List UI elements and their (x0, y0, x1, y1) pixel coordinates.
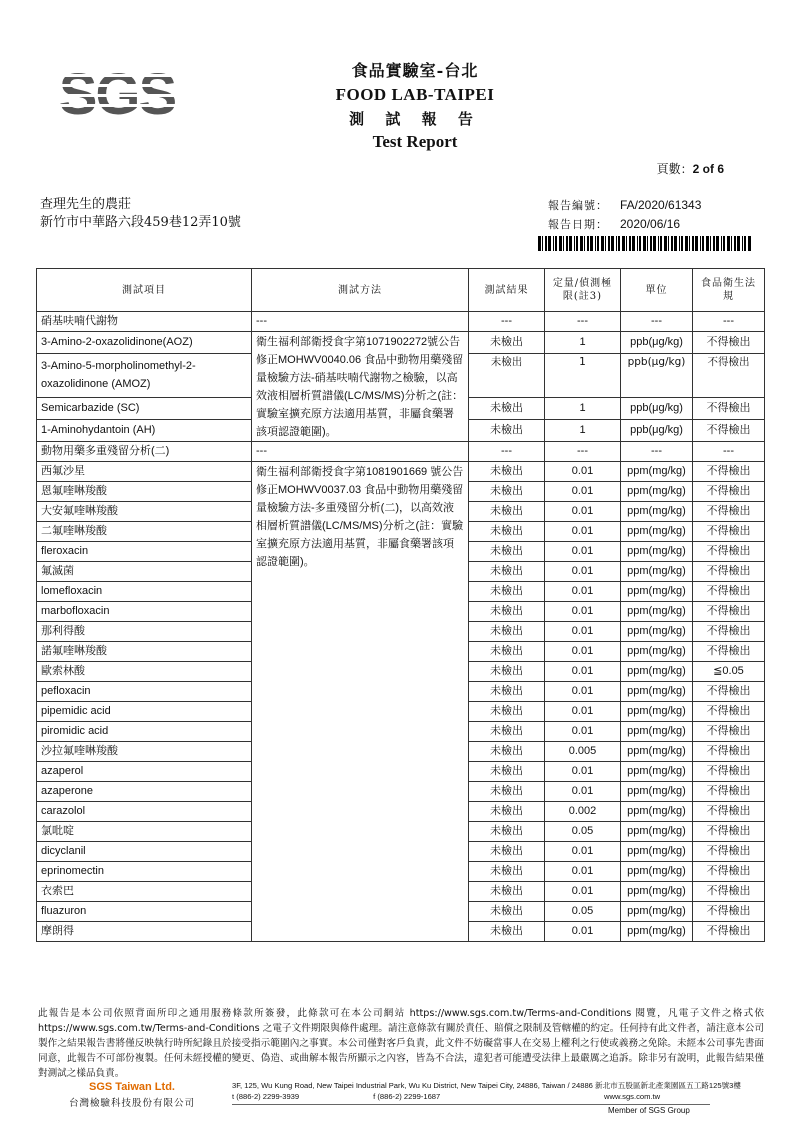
row-reg: 不得檢出 (693, 562, 765, 582)
group-reg: --- (693, 312, 765, 332)
row-result: 未檢出 (469, 842, 545, 862)
report-title-block (260, 58, 570, 152)
row-item: 西氟沙星 (37, 462, 252, 482)
row-loq: 1 (545, 419, 621, 441)
row-unit: ppm(mg/kg) (621, 922, 693, 942)
sgs-logo (58, 60, 176, 128)
row-reg: 不得檢出 (693, 922, 765, 942)
company-cn: 台灣檢驗科技股份有限公司 (68, 1098, 195, 1109)
row-loq: 0.01 (545, 922, 621, 942)
header-unit: 單位 (621, 269, 693, 312)
row-reg: 不得檢出 (693, 802, 765, 822)
footer-fax: f (886-2) 2299-1687 (373, 1092, 441, 1101)
group-result: --- (469, 312, 545, 332)
row-result: 未檢出 (469, 802, 545, 822)
row-item: 恩氟喹啉羧酸 (37, 482, 252, 502)
page-number (657, 160, 724, 177)
row-reg: 不得檢出 (693, 602, 765, 622)
row-reg: 不得檢出 (693, 822, 765, 842)
row-unit: ppm(mg/kg) (621, 562, 693, 582)
row-loq: 0.01 (545, 522, 621, 542)
row-item: 衣索巴 (37, 882, 252, 902)
report-no-label: 報告編號： (548, 199, 608, 212)
row-loq: 0.005 (545, 742, 621, 762)
row-item: dicyclanil (37, 842, 252, 862)
report-title-cn: 測 試 報 告 (349, 110, 481, 128)
row-loq: 0.01 (545, 862, 621, 882)
header-loq: 定量/偵測極限(註3) (545, 269, 621, 312)
group-unit: --- (621, 442, 693, 462)
row-item: 諾氟喹啉羧酸 (37, 642, 252, 662)
footer-address: 3F, 125, Wu Kung Road, New Taipei Industrial Park, Wu Ku District, New Taipei City, 24886, Taiwan / 24886 新北市五股區新北產業園區五工路125號3樓 (232, 1081, 741, 1090)
row-loq: 0.01 (545, 702, 621, 722)
row-unit: ppm(mg/kg) (621, 802, 693, 822)
client-name: 查理先生的農莊 (40, 197, 132, 212)
row-loq: 0.05 (545, 822, 621, 842)
row-reg: 不得檢出 (693, 419, 765, 441)
row-result: 未檢出 (469, 722, 545, 742)
row-item: 沙拉氟喹啉羧酸 (37, 742, 252, 762)
footer-member: Member of SGS Group (608, 1106, 690, 1115)
row-item: 1-Aminohydantoin (AH) (37, 419, 252, 441)
row-reg: 不得檢出 (693, 882, 765, 902)
row-unit: ppm(mg/kg) (621, 702, 693, 722)
row-unit: ppm(mg/kg) (621, 682, 693, 702)
row-item: 摩朗得 (37, 922, 252, 942)
footer-company (62, 1081, 202, 1109)
row-reg: 不得檢出 (693, 482, 765, 502)
row-unit: ppb(μg/kg) (621, 354, 693, 397)
row-reg: 不得檢出 (693, 462, 765, 482)
header-result: 測試結果 (469, 269, 545, 312)
row-loq: 0.01 (545, 662, 621, 682)
title-cn: 食品實驗室-台北 (351, 61, 479, 80)
row-unit: ppm(mg/kg) (621, 482, 693, 502)
row-reg: 不得檢出 (693, 397, 765, 419)
results-table (36, 268, 765, 942)
row-unit: ppm(mg/kg) (621, 742, 693, 762)
row-loq: 0.002 (545, 802, 621, 822)
method-cell: 衛生福利部衛授食字第1071902272號公告修正MOHWV0040.06 食品中動物用藥殘留量檢驗方法-硝基呋喃代謝物之檢驗，以高效液相層析質譜儀(LC/MS/MS)分析之(註：實驗室擴充原方法適用基質，非屬食藥署該項認證範圍)。 (252, 332, 469, 442)
row-reg: 不得檢出 (693, 542, 765, 562)
row-reg: 不得檢出 (693, 782, 765, 802)
row-result: 未檢出 (469, 354, 545, 397)
row-result: 未檢出 (469, 582, 545, 602)
row-reg: 不得檢出 (693, 582, 765, 602)
page-label: 頁數： (656, 162, 693, 176)
row-item: carazolol (37, 802, 252, 822)
row-item: azaperol (37, 762, 252, 782)
row-unit: ppm(mg/kg) (621, 622, 693, 642)
footer-rule (232, 1104, 710, 1105)
row-reg: 不得檢出 (693, 622, 765, 642)
row-reg: 不得檢出 (693, 702, 765, 722)
row-result: 未檢出 (469, 562, 545, 582)
row-loq: 0.01 (545, 642, 621, 662)
group-name: 硝基呋喃代謝物 (37, 312, 252, 332)
row-reg: 不得檢出 (693, 742, 765, 762)
footer-tel: t (886-2) 2299-3939 (232, 1092, 300, 1101)
row-unit: ppm(mg/kg) (621, 862, 693, 882)
group-loq: --- (545, 442, 621, 462)
footer-disclaimer: 此報告是本公司依照背面所印之通用服務條款所簽發，此條款可在本公司網站 https://www.sgs.com.tw/Terms-and-Conditions 閱覽，凡電子文件之格式依https://www.sgs.com.tw/Terms-and-Conditions 之電子文件期限與條件處理。請注意條款有關於責任、賠償之限制及管轄權的約定。任何持有此文件者，請注意本公司製作之結果報告書將僅反映執行時所紀錄且於接受指示範圍內之事實。本公司僅對客戶負責，此文件不妨礙當事人在交易上權利之行使或義務之免除。未經本公司事先書面同意，此報告不可部份複製。任何未經授權的變更、偽造、或曲解本報告所顯示之內容，皆為不合法，違犯者可能遭受法律上最嚴厲之追訴。除非另有說明，此報告結果僅對測試之樣品負責。 (38, 1008, 764, 1079)
row-loq: 0.01 (545, 782, 621, 802)
row-result: 未檢出 (469, 922, 545, 942)
row-unit: ppm(mg/kg) (621, 462, 693, 482)
row-unit: ppm(mg/kg) (621, 602, 693, 622)
row-result: 未檢出 (469, 742, 545, 762)
group-row (37, 442, 765, 462)
footer-contact (232, 1092, 440, 1101)
row-result: 未檢出 (469, 462, 545, 482)
table-header-row (37, 269, 765, 312)
group-method: --- (252, 312, 469, 332)
company-en: SGS Taiwan Ltd. (89, 1081, 175, 1093)
row-loq: 0.01 (545, 762, 621, 782)
header-item: 測試項目 (37, 269, 252, 312)
row-item: azaperone (37, 782, 252, 802)
header-method: 測試方法 (252, 269, 469, 312)
row-loq: 1 (545, 397, 621, 419)
row-reg: ≦0.05 (693, 662, 765, 682)
row-reg: 不得檢出 (693, 902, 765, 922)
row-result: 未檢出 (469, 702, 545, 722)
row-loq: 0.01 (545, 502, 621, 522)
barcode (538, 236, 751, 251)
row-result: 未檢出 (469, 862, 545, 882)
row-unit: ppm(mg/kg) (621, 722, 693, 742)
row-unit: ppm(mg/kg) (621, 582, 693, 602)
row-item: fleroxacin (37, 542, 252, 562)
row-loq: 0.01 (545, 482, 621, 502)
row-reg: 不得檢出 (693, 682, 765, 702)
row-result: 未檢出 (469, 662, 545, 682)
row-result: 未檢出 (469, 622, 545, 642)
row-result: 未檢出 (469, 482, 545, 502)
group-method: --- (252, 442, 469, 462)
row-item: 那利得酸 (37, 622, 252, 642)
row-result: 未檢出 (469, 332, 545, 354)
row-unit: ppm(mg/kg) (621, 822, 693, 842)
row-result: 未檢出 (469, 762, 545, 782)
row-loq: 0.01 (545, 462, 621, 482)
row-reg: 不得檢出 (693, 522, 765, 542)
row-unit: ppm(mg/kg) (621, 502, 693, 522)
row-item: eprinomectin (37, 862, 252, 882)
row-loq: 0.01 (545, 882, 621, 902)
row-loq: 0.01 (545, 562, 621, 582)
row-reg: 不得檢出 (693, 862, 765, 882)
row-unit: ppm(mg/kg) (621, 902, 693, 922)
row-loq: 0.01 (545, 542, 621, 562)
row-reg: 不得檢出 (693, 354, 765, 397)
row-unit: ppm(mg/kg) (621, 782, 693, 802)
row-result: 未檢出 (469, 782, 545, 802)
row-result: 未檢出 (469, 522, 545, 542)
row-result: 未檢出 (469, 419, 545, 441)
row-loq: 1 (545, 354, 621, 397)
row-result: 未檢出 (469, 397, 545, 419)
row-loq: 0.01 (545, 602, 621, 622)
row-loq: 0.05 (545, 902, 621, 922)
table-row (37, 332, 765, 354)
row-unit: ppm(mg/kg) (621, 662, 693, 682)
row-reg: 不得檢出 (693, 762, 765, 782)
group-unit: --- (621, 312, 693, 332)
group-reg: --- (693, 442, 765, 462)
row-reg: 不得檢出 (693, 502, 765, 522)
row-item: 3-Amino-2-oxazolidinone(AOZ) (37, 332, 252, 354)
row-item: 3-Amino-5-morpholinomethyl-2-oxazolidinone (AMOZ) (37, 354, 252, 397)
row-loq: 0.01 (545, 722, 621, 742)
row-item: pipemidic acid (37, 702, 252, 722)
client-address: 新竹市中華路六段459巷12弄10號 (40, 215, 241, 230)
row-result: 未檢出 (469, 682, 545, 702)
row-item: 歐索林酸 (37, 662, 252, 682)
row-unit: ppm(mg/kg) (621, 842, 693, 862)
title-en: FOOD LAB-TAIPEI (335, 85, 495, 104)
row-item: 氟滅菌 (37, 562, 252, 582)
row-result: 未檢出 (469, 542, 545, 562)
row-result: 未檢出 (469, 902, 545, 922)
row-result: 未檢出 (469, 642, 545, 662)
footer-web: www.sgs.com.tw (604, 1092, 661, 1101)
group-name: 動物用藥多重殘留分析(二) (37, 442, 252, 462)
row-item: 二氟喹啉羧酸 (37, 522, 252, 542)
group-loq: --- (545, 312, 621, 332)
report-title-en: Test Report (372, 132, 458, 151)
row-loq: 0.01 (545, 622, 621, 642)
row-item: 氯吡啶 (37, 822, 252, 842)
method-cell: 衛生福利部衛授食字第1081901669 號公告修正MOHWV0037.03 食品中動物用藥殘留量檢驗方法-多重殘留分析(二)，以高效液相層析質譜儀(LC/MS/MS)分析之(註：實驗室擴充原方法適用基質，非屬食藥署該項認證範圍)。 (252, 462, 469, 942)
row-item: marbofloxacin (37, 602, 252, 622)
row-unit: ppb(μg/kg) (621, 419, 693, 441)
row-loq: 0.01 (545, 842, 621, 862)
row-reg: 不得檢出 (693, 332, 765, 354)
row-loq: 1 (545, 332, 621, 354)
row-result: 未檢出 (469, 602, 545, 622)
row-item: piromidic acid (37, 722, 252, 742)
report-date: 2020/06/16 (620, 217, 681, 231)
row-result: 未檢出 (469, 502, 545, 522)
row-reg: 不得檢出 (693, 842, 765, 862)
header-regulation: 食品衛生法規 (693, 269, 765, 312)
row-unit: ppb(μg/kg) (621, 397, 693, 419)
row-loq: 0.01 (545, 682, 621, 702)
row-item: pefloxacin (37, 682, 252, 702)
row-result: 未檢出 (469, 882, 545, 902)
report-date-label: 報告日期： (548, 218, 608, 231)
report-no: FA/2020/61343 (620, 198, 702, 212)
group-row (37, 312, 765, 332)
table-row (37, 462, 765, 482)
row-item: Semicarbazide (SC) (37, 397, 252, 419)
row-loq: 0.01 (545, 582, 621, 602)
row-unit: ppm(mg/kg) (621, 642, 693, 662)
row-result: 未檢出 (469, 822, 545, 842)
client-info (40, 196, 241, 232)
row-reg: 不得檢出 (693, 722, 765, 742)
row-unit: ppm(mg/kg) (621, 542, 693, 562)
report-info (548, 196, 701, 234)
group-result: --- (469, 442, 545, 462)
row-unit: ppm(mg/kg) (621, 522, 693, 542)
row-reg: 不得檢出 (693, 642, 765, 662)
row-item: fluazuron (37, 902, 252, 922)
row-unit: ppm(mg/kg) (621, 762, 693, 782)
page-value: 2 of 6 (692, 162, 724, 176)
row-unit: ppb(μg/kg) (621, 332, 693, 354)
row-item: 大安氟喹啉羧酸 (37, 502, 252, 522)
row-unit: ppm(mg/kg) (621, 882, 693, 902)
row-item: lomefloxacin (37, 582, 252, 602)
